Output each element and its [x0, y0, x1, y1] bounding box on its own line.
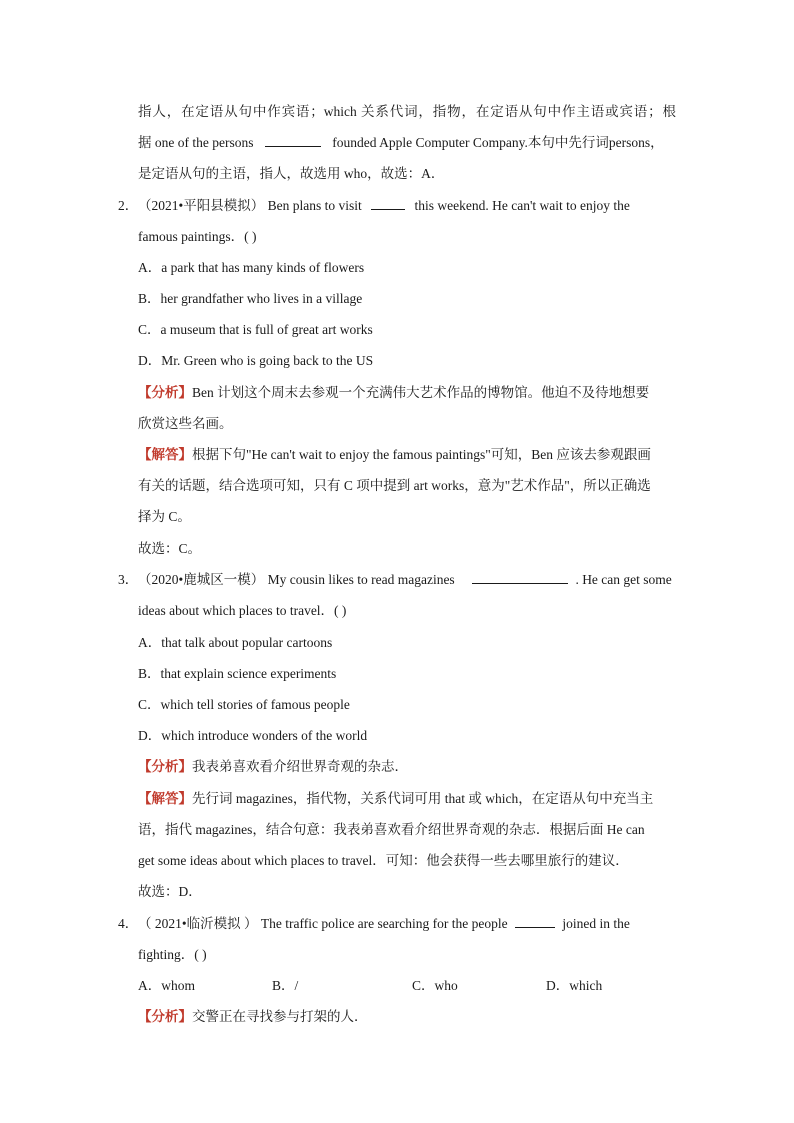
q2-answer-line-2: 有关的话题，结合选项可知，只有 C 项中提到 art works，意为"艺术作品"，所以正确选	[138, 478, 651, 493]
q3-source: （2020•鹿城区一模）	[138, 572, 265, 587]
q3-stem-line-2: ideas about which places to travel．( )	[138, 603, 347, 618]
answer-tag: 【解答】	[138, 447, 192, 462]
q1-explanation-line-3: 是定语从句的主语，指人，故选用 who，故选：A．	[138, 166, 445, 181]
q4-stem-line-2: fighting．( )	[138, 947, 207, 962]
analysis-tag: 【分析】	[138, 759, 192, 774]
q3-option-a: A．that talk about popular cartoons	[138, 635, 333, 650]
answer-blank	[472, 569, 568, 584]
q2-number: 2．	[118, 198, 139, 213]
q4-stem-b: joined in the	[562, 916, 630, 931]
q4-stem-line-1	[118, 913, 676, 935]
q3-answer-line-1	[138, 788, 676, 810]
q2-analysis-line-2: 欣赏这些名画。	[138, 416, 233, 431]
analysis-tag: 【分析】	[138, 385, 192, 400]
q1-explanation-line-1: 指人，在定语从句中作宾语；which 关系代词，指物，在定语从句中作主语或宾语；根	[138, 104, 676, 119]
q2-analysis-line-1	[138, 382, 676, 404]
q3-analysis-line-1	[138, 756, 676, 778]
q2-answer-text-1: 根据下句"He can't wait to enjoy the famous paintings"可知，Ben 应该去参观跟画	[192, 447, 651, 462]
q3-number: 3．	[118, 572, 139, 587]
q3-final-answer: 故选：D．	[138, 884, 202, 899]
answer-blank	[515, 913, 555, 928]
q4-option-b: B．/	[272, 978, 299, 993]
q3-answer-line-2: 语，指代 magazines，结合句意：我表弟喜欢看介绍世界奇观的杂志．根据后面 He can	[138, 822, 645, 837]
q2-option-a: A．a park that has many kinds of flowers	[138, 260, 365, 275]
q2-stem-a: Ben plans to visit	[267, 198, 362, 213]
q4-option-a: A．whom	[138, 978, 195, 993]
q2-stem-line-2: famous paintings．( )	[138, 229, 257, 244]
q1-line2-pre: 据 one of the persons	[138, 135, 254, 150]
q4-analysis-line-1	[138, 1006, 676, 1028]
q2-answer-line-1	[138, 444, 676, 466]
q2-analysis-text-1: Ben 计划这个周末去参观一个充满伟大艺术作品的博物馆。他迫不及待地想要	[192, 385, 650, 400]
q4-source: （ 2021•临沂模拟 ）	[138, 916, 258, 931]
answer-tag: 【解答】	[138, 791, 192, 806]
q3-option-b: B．that explain science experiments	[138, 666, 337, 681]
q2-final-answer: 故选：C。	[138, 541, 202, 556]
q2-option-b: B．her grandfather who lives in a village	[138, 291, 363, 306]
analysis-tag: 【分析】	[138, 1009, 192, 1024]
q3-answer-text-1: 先行词 magazines，指代物，关系代词可用 that 或 which，在定语从句中充当主	[192, 791, 654, 806]
q3-option-c: C．which tell stories of famous people	[138, 697, 350, 712]
q3-analysis-text-1: 我表弟喜欢看介绍世界奇观的杂志．	[192, 759, 408, 774]
q3-option-d: D．which introduce wonders of the world	[138, 728, 368, 743]
q4-option-c: C．who	[412, 978, 458, 993]
q1-line2-post: founded Apple Computer Company.本句中先行词persons，	[332, 135, 664, 150]
q1-explanation-line-2	[138, 132, 676, 154]
q4-analysis-text-1: 交警正在寻找参与打架的人．	[192, 1009, 368, 1024]
q4-options-row	[138, 975, 676, 997]
q4-option-d: D．which	[546, 978, 603, 993]
q3-stem-a: My cousin likes to read magazines	[267, 572, 455, 587]
q2-option-c: C．a museum that is full of great art works	[138, 322, 373, 337]
q4-stem-a: The traffic police are searching for the people	[260, 916, 508, 931]
q3-stem-line-1	[118, 569, 676, 591]
q2-option-d: D．Mr. Green who is going back to the US	[138, 353, 374, 368]
q2-answer-line-3: 择为 C。	[138, 509, 191, 524]
q3-stem-b: . He can get some	[575, 572, 672, 587]
q3-answer-line-3: get some ideas about which places to travel．可知：他会获得一些去哪里旅行的建议．	[138, 853, 629, 868]
q2-source: （2021•平阳县模拟）	[138, 198, 265, 213]
q4-number: 4．	[118, 916, 139, 931]
q2-stem-b: this weekend. He can't wait to enjoy the	[414, 198, 630, 213]
answer-blank	[371, 195, 405, 210]
answer-blank	[265, 132, 321, 147]
q2-stem-line-1	[118, 195, 676, 217]
